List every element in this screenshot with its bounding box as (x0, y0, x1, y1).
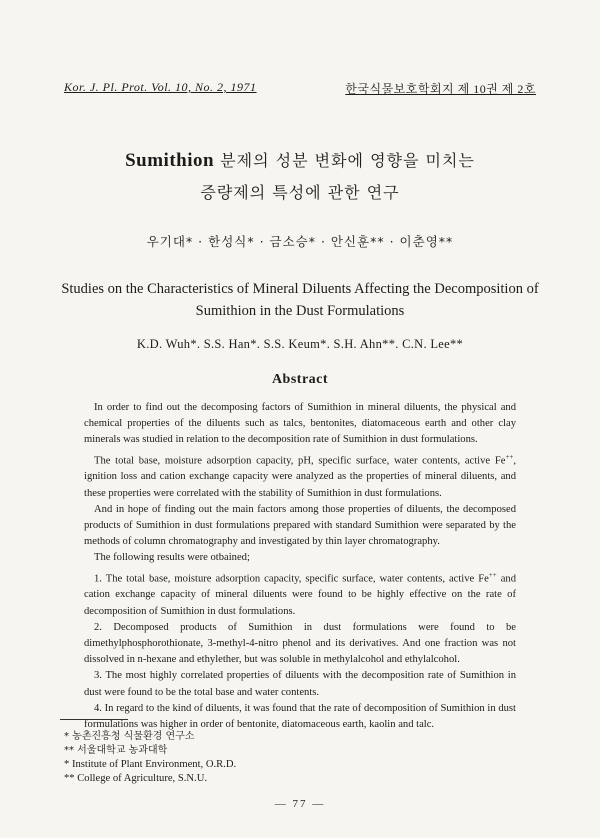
footnote: * 농촌진흥청 식물환경 연구소 (64, 731, 195, 742)
title-line-2: 증량제의 특성에 관한 연구 (200, 183, 400, 202)
abstract-paragraph: In order to find out the decomposing factors of Sumithion in mineral diluents, the physical and chemical properties of the diluents such as talcs, bentonites, diatomaceous earth and other clay minerals was studied in relation to the decomposition rate of Sumithion in dust formulations. (84, 402, 516, 446)
footnote: * Institute of Plant Environment, O.R.D. (64, 759, 237, 770)
abstract-heading: Abstract (271, 372, 329, 387)
abstract-paragraph: 2. Decomposed products of Sumithion in dust formulations were found to be dimethylphosphorothionate, 3-methyl-4-nitro phenol and its derivatives. And one fraction was not dissolved in n-hexane and ethylether, but was soluble in methylalcohol and ethylalcohol. (84, 621, 516, 666)
abstract-paragraph: The following results were otbained; (94, 552, 250, 564)
footnote-divider (60, 719, 128, 720)
journal-citation: Kor. J. Pl. Prot. Vol. 10, No. 2, 1971 (64, 80, 257, 94)
journal-citation-korean: 한국식물보호학회지 제 10권 제 2호 (345, 82, 536, 96)
english-title: Studies on the Characteristics of Mineral Diluents Affecting the Decomposition of Sumithion in the Dust Formulations (61, 281, 539, 319)
abstract-paragraph: And in hope of finding out the main factors among those properties of diluents, the decomposed products of Sumithion in dust formulations prepared with standard Sumithion were separated by the methods of column chromatography and investigated by thin layer chromatography. (84, 503, 516, 548)
page-number: — 77 — (274, 798, 326, 810)
abstract-paragraph: 3. The most highly correlated properties of diluents with the decomposition rate of Sumithion in dust were found to be the total base and water contents. (84, 670, 516, 698)
footnotes (64, 730, 236, 786)
korean-title (0, 148, 600, 203)
abstract-paragraph: 1. The total base, moisture adsorption capacity, specific surface, water contents, active Fe++ and cation exchange capacity of mineral diluents were found to be highly effective on the rate of decomposition of Sumithion in dust formulations. (84, 570, 516, 617)
title-line-1 (0, 148, 600, 172)
abstract-body (84, 400, 516, 733)
english-authors: K.D. Wuh*. S.S. Han*. S.S. Keum*. S.H. Ahn**. C.N. Lee** (136, 337, 464, 351)
korean-authors: 우기대* · 한성식* · 금소승* · 안신훈** · 이춘영** (146, 234, 454, 249)
footnote: ** 서울대학교 농과대학 (64, 745, 168, 756)
title-sumithion: Sumithion (125, 150, 215, 171)
title-line-1-korean: 분제의 성분 변화에 영향을 미치는 (214, 151, 475, 170)
footnote: ** College of Agriculture, S.N.U. (64, 773, 207, 784)
abstract-paragraph: 4. In regard to the kind of diluents, it was found that the rate of decomposition of Sumithion in dust formulations was higher in order of bentonite, diatomaceous earth, kaolin and talc. (84, 702, 516, 730)
abstract-paragraph: The total base, moisture adsorption capacity, pH, specific surface, water contents, active Fe++, ignition loss and cation exchange capacity were analyzed as the properties of mineral diluents, and these properties were correlated with the stability of Sumithion in dust formulations. (84, 452, 516, 499)
